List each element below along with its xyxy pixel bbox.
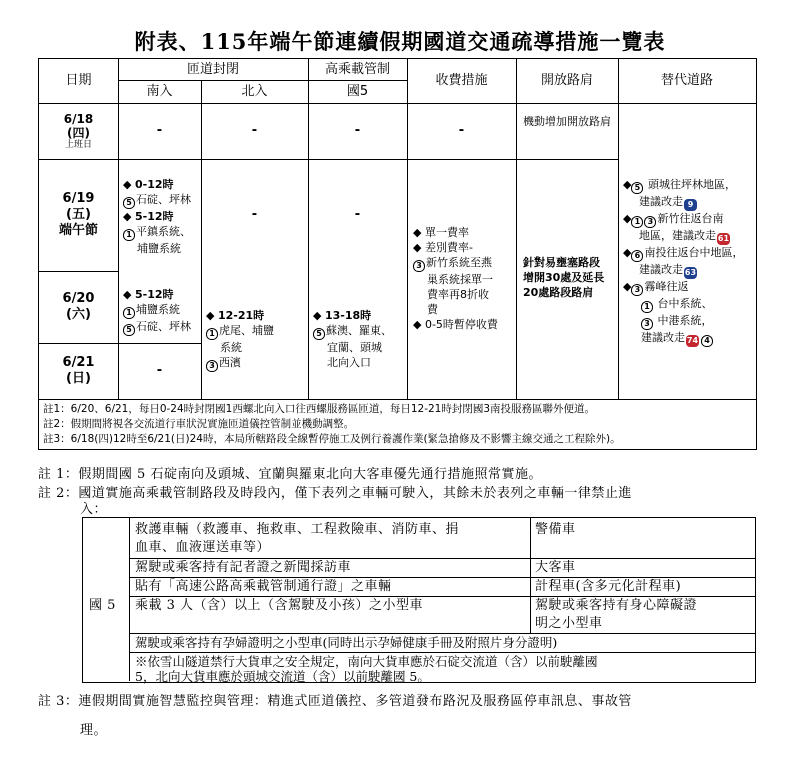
date-label: 6/19 (62, 191, 95, 206)
footnote-3: 註 3：連假期間實施智慧監控與管理：精進式匝道儀控、多管道發布路況及服務區停車訊息、事故管 (38, 694, 632, 709)
hov-0619: - (354, 207, 361, 222)
footnote-2: 註 2：國道實施高乘載管制路段及時段內，僅下表列之車輛可駛入，其餘未於表列之車輛一律禁止進 (38, 486, 632, 501)
toll-0618: - (458, 123, 465, 138)
north-0618: - (251, 123, 258, 138)
south-0621: - (156, 363, 163, 378)
table-note-1: 註1：6/20、6/21，每日0-24時封閉國1西螺北向入口往西螺服務區匝道，每日12-21時封閉國3南投服務區聯外便道。 (43, 403, 596, 415)
shoulder-merged: 針對易壅塞路段 增開30處及延長 20處路段路肩 (523, 256, 605, 299)
shoulder-0618: 機動增加開放路肩 (523, 115, 611, 128)
north-0620-0621: ◆ 12-21時 1 虎尾、埔鹽 系統 3 西濱 (206, 309, 274, 370)
freeway-1-icon: 1 (631, 216, 643, 228)
freeway-3-icon: 3 (644, 216, 656, 228)
col-divider (516, 59, 517, 399)
freeway-3-icon: 3 (206, 360, 218, 372)
weekday-label: (六) (66, 307, 91, 322)
fig5-row2-b: 大客車 (535, 560, 576, 575)
header-ramp-close: 匝道封閉 (186, 61, 239, 77)
header-hov: 高乘載管制 (324, 61, 390, 77)
date-label: 6/18 (63, 111, 94, 126)
freeway-1-icon: 1 (206, 328, 218, 340)
date-cell-0620 (39, 271, 118, 343)
date-label: 6/21 (62, 355, 95, 370)
hov-0618: - (354, 123, 361, 138)
fig5-row1-a: 救護車輛（救護車、拖救車、工程救險車、消防車、捐 (135, 522, 460, 537)
hov-0620-0621: ◆ 13-18時 5 蘇澳、羅東、 宜蘭、頭城 北向入口 (313, 309, 392, 369)
header-toll: 收費措施 (435, 73, 488, 88)
date-cell-0619 (39, 159, 118, 271)
alt-roads-merged: ◆ 5 頭城往坪林地區， 建議改走 9 ◆ 1 3 新竹往返台南 地區，建議改走 61 ◆ 6 南投往返台中地區， 建議改走 63 ◆ 3 霧峰往返 1 台中系統、 3 中港系統， 建議改走 74 4 (623, 178, 744, 345)
table-note-2: 註2：假期間將視各交流道行車狀況實施匝道儀控管制並機動調整。 (43, 418, 355, 430)
freeway-3-icon: 3 (641, 318, 653, 330)
freeway-4-icon: 4 (701, 335, 713, 347)
freeway-5-icon: 5 (631, 182, 643, 194)
day-note: 上班日 (64, 139, 92, 150)
date-cell-0621 (39, 343, 118, 399)
header-alt-roads: 替代道路 (660, 73, 713, 88)
south-0618: - (156, 123, 163, 138)
col-divider (618, 59, 619, 399)
provincial-road-9-icon: 9 (684, 199, 697, 211)
footnote-2-cont: 入： (80, 502, 108, 517)
date-label: 6/20 (62, 291, 95, 306)
provincial-road-61-icon: 61 (717, 234, 730, 243)
figure5-vehicle-table (82, 517, 756, 683)
notes-divider (39, 399, 756, 400)
fig5-row4-a: 乘載 3 人（含）以上（含駕駛及小孩）之小型車 (135, 598, 424, 613)
fig5-row3-a: 貼有「高速公路高乘載管制通行證」之車輛 (135, 579, 392, 594)
fig5-row2-a: 駕駛或乘客持有記者證之新聞採訪車 (135, 560, 352, 575)
freeway-5-icon: 5 (123, 324, 135, 336)
freeway-3-icon: 3 (631, 284, 643, 296)
fig5-row4-c: 明之小型車 (535, 616, 603, 631)
measures-table (38, 58, 757, 450)
header-north-in: 北入 (241, 83, 268, 99)
weekday-label: (五) (66, 207, 91, 222)
weekday-label: (四) (67, 125, 90, 140)
header-south-in: 南入 (146, 83, 173, 99)
header-date: 日期 (65, 73, 92, 88)
south-0620: ◆ 5-12時 1 埔鹽系統 5 石碇、坪林 (123, 288, 191, 334)
freeway-1-icon: 1 (123, 307, 135, 319)
south-0619: ◆ 0-12時 5 石碇、坪林 ◆ 5-12時 1 平鎮系統、 埔鹽系統 (123, 178, 191, 255)
fig5-row1-b: 血車、血液運送車等） (135, 540, 271, 555)
footnote-3-cont: 理。 (80, 723, 108, 738)
provincial-road-74-icon: 74 (686, 336, 699, 345)
fig5-row6-a: ※依雪山隧道禁行大貨車之安全規定，南向大貨車應於石碇交流道（含）以前駛離國 (135, 654, 598, 669)
provincial-road-63-icon: 63 (684, 268, 697, 277)
freeway-1-icon: 1 (123, 229, 135, 241)
day-note: 端午節 (58, 223, 98, 238)
footnote-1: 註 1：假期間國 5 石碇南向及頭城、宜蘭與羅東北向大客車優先通行措施照常實施。 (38, 467, 542, 482)
col-divider (129, 518, 130, 681)
col-divider (530, 518, 531, 633)
header-shoulder: 開放路肩 (540, 73, 593, 88)
freeway-3-icon: 3 (413, 260, 425, 272)
fig5-row1-c: 警備車 (535, 522, 576, 537)
date-cell-0618 (39, 103, 118, 159)
fig5-row4-b: 駕駛或乘客持有身心障礙證 (535, 598, 698, 613)
toll-merged: ◆ 單一費率 ◆ 差別費率- 3 新竹系統至燕 巢系統採單一 費率再8折收 費 ◆ 0-5時暫停收費 (413, 226, 498, 331)
north-0619: - (251, 207, 258, 222)
page-title: 附表、115年端午節連續假期國道交通疏導措施一覽表 (134, 29, 666, 54)
figure5-label: 國 5 (89, 598, 116, 613)
freeway-5-icon: 5 (313, 328, 325, 340)
fig5-row5: 駕駛或乘客持有孕婦證明之小型車(同時出示孕婦健康手冊及附照片身分證明) (135, 635, 558, 650)
fig5-row6-b: 5，北向大貨車應於頭城交流道（含）以前駛離國 5。 (135, 669, 430, 684)
weekday-label: (日) (66, 371, 91, 386)
freeway-5-icon: 5 (123, 197, 135, 209)
freeway-6-icon: 6 (631, 250, 643, 262)
table-note-3: 註3：6/18(四)12時至6/21(日)24時，本局所轄路段全線暫停施工及例行養護作業(緊急搶修及不影響主線交通之工程除外)。 (43, 433, 621, 445)
freeway-1-icon: 1 (641, 301, 653, 313)
fig5-row3-b: 計程車(含多元化計程車) (535, 579, 682, 594)
header-hov-route: 國5 (346, 83, 369, 99)
